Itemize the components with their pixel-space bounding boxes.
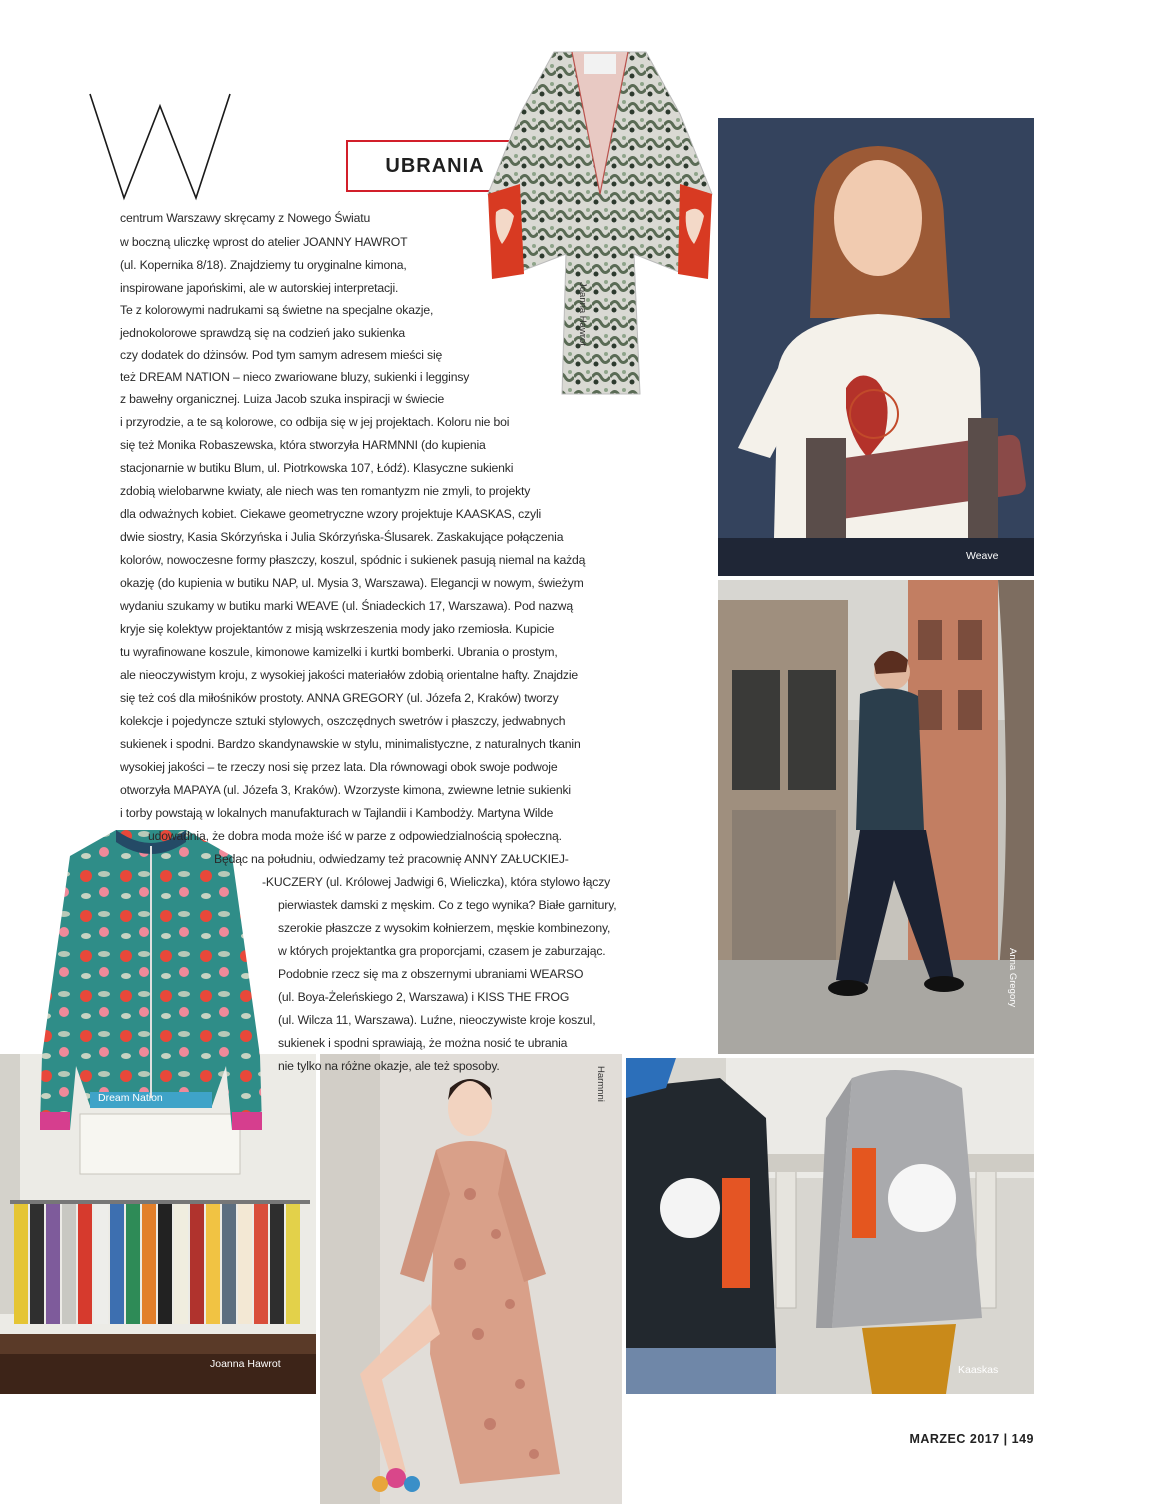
body-line: okazję (do kupienia w butiku NAP, ul. Mysia 3, Warszawa). Elegancji w nowym, świeżym [120,576,584,590]
body-line: stacjonarnie w butiku Blum, ul. Piotrkowska 107, Łódź). Klasyczne sukienki [120,461,514,475]
body-line: w boczną uliczkę wprost do atelier JOANNY HAWROT [120,235,408,249]
body-line: (ul. Boya-Żeleńskiego 2, Warszawa) i KISS THE FROG [278,990,570,1004]
body-line: dla odważnych kobiet. Ciekawe geometryczne wzory projektuje KAASKAS, czyli [120,507,542,521]
body-line: i przyrodzie, a te są kolorowe, co odbija się w jej projektach. Koloru nie boi [120,415,510,429]
body-line: udowadnia, że dobra moda może iść w parze z odpowiedzialnością społeczną. [148,829,562,843]
dream-nation-caption: Dream Nation [98,1092,163,1104]
body-line: ale nieoczywistym kroju, z wysokiej jakości materiałów zdobią orientalne hafty. Znajdzie [120,668,579,682]
kimono-product-image [484,44,716,414]
body-line: czy dodatek do dżinsów. Pod tym samym adresem mieści się [120,348,443,362]
kaaskas-photo [626,1058,1034,1394]
body-line: też DREAM NATION – nieco zwariowane bluzy, sukienki i legginsy [120,370,470,384]
harmnni-photo [320,1054,622,1504]
weave-photo [718,118,1034,576]
body-line: (ul. Wilcza 11, Warszawa). Luźne, nieoczywiste kroje koszul, [278,1013,596,1027]
body-line: zdobią wielobarwne kwiaty, ale niech was ten romantyzm nie zmyli, to projekty [120,484,531,498]
anna-gregory-caption: Anna Gregory [1007,948,1018,1008]
body-line: i torby powstają w lokalnych manufakturach w Tajlandii i Kambodży. Martyna Wilde [120,806,554,820]
body-line: Podobnie rzecz się ma z obszernymi ubraniami WEARSO [278,967,584,981]
body-line: jednokolorowe sprawdzą się na codzień jako sukienka [120,326,406,340]
body-line: otworzyła MAPAYA (ul. Józefa 3, Kraków). Wzorzyste kimona, zwiewne letnie sukienki [120,783,571,797]
body-line: kolorów, nowoczesne formy płaszczy, koszul, spódnic i sukienek pasują niemal na każdą [120,553,586,567]
body-line: wydaniu szukamy w butiku marki WEAVE (ul. Śniadeckich 17, Warszawa). Pod nazwą [120,599,573,613]
body-line: wysokiej jakości – te rzeczy nosi się przez lata. Dla równowagi obok swoje podwoje [120,760,558,774]
body-line: się też Monika Robaszewska, która stworzyła HARMNNI (do kupienia [120,438,486,452]
body-line: (ul. Kopernika 8/18). Znajdziemy tu oryginalne kimona, [120,258,407,272]
body-line: kryje się kolektyw projektantów z misją wskrzeszenia mody jako rzemiosła. Kupicie [120,622,555,636]
body-line: się też coś dla miłośników prostoty. ANNA GREGORY (ul. Józefa 2, Kraków) tworzy [120,691,559,705]
body-line: -KUCZERY (ul. Królowej Jadwigi 6, Wieliczka), która stylowo łączy [262,875,611,889]
body-line: kolekcje i pojedyncze sztuki stylowych, oszczędnych swetrów i płaszczy, jedwabnych [120,714,566,728]
body-line: tu wyrafinowane koszule, kimonowe kamizelki i kurtki bomberki. Ubrania o prostym, [120,645,558,659]
boutique-caption: Joanna Hawrot [210,1358,281,1370]
weave-caption: Weave [966,550,999,562]
drop-cap-w [86,86,236,206]
body-line: Będąc na południu, odwiedzamy też pracownię ANNY ZAŁUCKIEJ- [214,852,569,866]
body-line: centrum Warszawy skręcamy z Nowego Światu [120,211,371,225]
body-line: sukienek i spodni sprawiają, że można nosić te ubrania [278,1036,568,1050]
body-line: szerokie płaszcze z wysokim kołnierzem, męskie kombinezony, [278,921,611,935]
dream-nation-jacket-image [36,826,266,1146]
kimono-caption: Joanna Hawrot [577,282,588,346]
body-line: sukienek i spodni. Bardzo skandynawskie w stylu, minimalistyczne, z naturalnych tkanin [120,737,581,751]
body-line: dwie siostry, Kasia Skórzyńska i Julia Skórzyńska-Ślusarek. Zaskakujące połączenia [120,530,564,544]
body-line: z bawełny organicznej. Luiza Jacob szuka inspiracji w świecie [120,392,445,406]
body-line: pierwiastek damski z męskim. Co z tego wynika? Białe garnitury, [278,898,617,912]
body-line: Te z kolorowymi nadrukami są świetne na specjalne okazje, [120,303,434,317]
kaaskas-caption: Kaaskas [958,1364,999,1376]
body-line: w których projektantka gra proporcjami, czasem je zaburzając. [278,944,606,958]
page-folio: MARZEC 2017 | 149 [909,1432,1034,1446]
body-line: nie tylko na różne okazje, ale też sposoby. [278,1059,500,1073]
body-line: inspirowane japońskimi, ale w autorskiej interpretacji. [120,281,399,295]
harmnni-caption: Harmnni [595,1066,606,1102]
anna-gregory-photo [718,580,1034,1054]
section-label: UBRANIA [385,154,485,177]
